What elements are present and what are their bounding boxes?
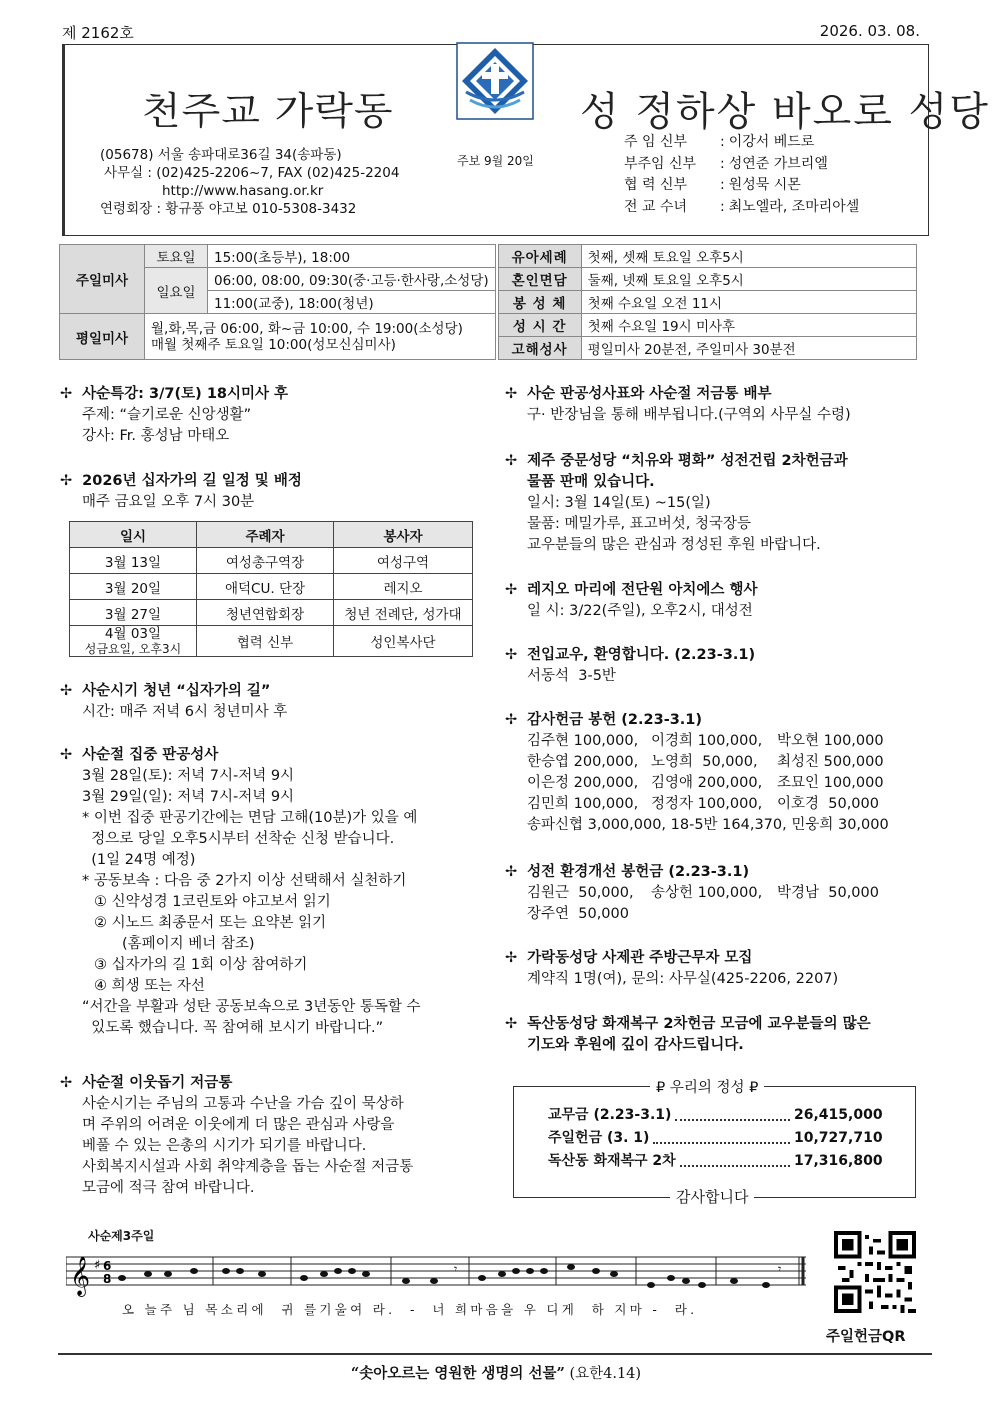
article-line: 매주 금요일 오후 7시 30분 — [82, 494, 255, 510]
article-line: 모금에 적극 참여 바랍니다. — [82, 1180, 255, 1196]
weekday-mass-label: 평일미사 — [60, 314, 145, 360]
music-lyrics: 오 늘주 님 목소리에 귀 를기울여 라. - 너 희마음을 우 디게 하 지마 - 라. — [122, 1302, 698, 1317]
article-line: 시간: 매주 저녁 6시 청년미사 후 — [82, 704, 288, 720]
cross-icon: ✢ — [60, 1075, 73, 1091]
way-of-cross-table — [69, 521, 473, 657]
column-header: 봉사자 — [334, 522, 473, 548]
article-note: * 이번 집중 판공기간에는 면담 고해(10분)가 있을 예 — [82, 810, 418, 826]
article-note: (1일 24명 예정) — [82, 852, 196, 868]
schedule-label: 유아세례 — [498, 245, 581, 268]
article-title: 가락동성당 사제관 주방근무자 모집 — [527, 950, 753, 966]
article-note: * 공동보속 : 다음 중 2가지 이상 선택해서 실천하기 — [82, 873, 407, 889]
donor: 이은정 200,000, — [527, 775, 639, 791]
article-title: 레지오 마리에 전단원 아치에스 행사 — [527, 582, 758, 598]
cross-icon: ✢ — [505, 582, 518, 598]
address: (05678) 서울 송파대로36길 34(송파동) — [100, 147, 342, 163]
svg-text:𝄾: 𝄾 — [454, 1262, 458, 1276]
article-thanks-offering — [505, 710, 897, 836]
table-cell: 여성총구역장 — [197, 548, 334, 574]
donor-line: 송파신협 3,000,000, 18-5반 164,370, 민웅희 30,000 — [527, 817, 889, 833]
svg-text:8: 8 — [103, 1272, 112, 1286]
issue-date: 2026. 03. 08. — [819, 22, 920, 40]
donor: 김영애 200,000, — [651, 775, 763, 791]
table-cell: 협력 신부 — [197, 626, 334, 657]
motto — [0, 1362, 992, 1383]
article-line: 사순시기는 주님의 고통과 수난을 가슴 깊이 묵상하 — [82, 1096, 404, 1112]
donor: 정정자 100,000, — [651, 796, 763, 812]
music-title: 사순제3주일 — [88, 1229, 155, 1243]
schedule-value: 첫째 수요일 오전 11시 — [581, 291, 916, 314]
article-environment-fund — [505, 862, 897, 925]
article-note: 정으로 당일 오후5시부터 선착순 신청 받습니다. — [82, 831, 395, 847]
table-cell: 애덕CU. 단장 — [197, 574, 334, 600]
schedule-label: 성 시 간 — [498, 314, 581, 337]
clergy-role: 전 교 수녀 — [624, 198, 687, 215]
donor: 박경남 50,000 — [777, 885, 879, 901]
article-line: 사회복지시설과 사회 취약계층을 돕는 사순절 저금통 — [82, 1159, 414, 1175]
offering-rows — [548, 1104, 883, 1173]
donor: 한승엽 200,000, — [527, 754, 639, 770]
table-cell: 레지오 — [334, 574, 473, 600]
cross-icon: ✢ — [60, 683, 73, 699]
article-lent-charity — [60, 1073, 413, 1199]
article-line: 3월 29일(일): 저녁 7시-저녁 9시 — [82, 789, 295, 805]
footer-divider — [58, 1353, 932, 1355]
article-title: 제주 중문성당 “치유와 평화” 성전건립 2차헌금과 — [527, 453, 848, 469]
donor: 김주현 100,000, — [527, 733, 639, 749]
article-title: 사순 판공성사표와 사순절 저금통 배부 — [527, 386, 772, 402]
sunday-label: 일요일 — [145, 268, 208, 314]
clergy-name: 최노엘라, 조마리아셀 — [728, 198, 860, 215]
article-line: 계약직 1명(여), 문의: 사무실(425-2206, 2207) — [527, 971, 839, 987]
offering-label: 주일헌금 (3. 1) — [548, 1130, 650, 1146]
cross-icon: ✢ — [60, 747, 73, 763]
weekday-times-1: 월,화,목,금 06:00, 화~금 10:00, 수 19:00(소성당) — [151, 320, 463, 337]
saturday-label: 토요일 — [145, 245, 208, 268]
parish-logo-icon — [456, 42, 534, 120]
sunday-times-1: 06:00, 08:00, 09:30(중·고등·한사랑,소성당) — [208, 268, 496, 291]
table-cell: 여성구역 — [334, 548, 473, 574]
article-line: 강사: Fr. 홍성남 마태오 — [82, 428, 230, 444]
article-line: 일시: 3월 14일(토) ~15(일) — [527, 495, 711, 511]
svg-text:𝄞: 𝄞 — [70, 1256, 91, 1296]
schedule-value: 둘째, 넷째 토요일 오후5시 — [581, 268, 916, 291]
article-way-of-cross — [60, 471, 302, 513]
donor: 이호경 50,000 — [777, 796, 879, 812]
article-lent-lecture — [60, 384, 288, 447]
table-cell: 3월 20일 — [70, 574, 197, 600]
clergy-row: 전 교 수녀 : 최노엘라, 조마리아셀 — [624, 197, 859, 219]
clergy-name: 이강서 베드로 — [728, 134, 815, 150]
donor-list — [527, 731, 897, 815]
parish-name-right: 성 정하상 바오로 성당 — [580, 89, 990, 135]
clergy-list — [624, 132, 859, 218]
cross-icon: ✢ — [505, 647, 518, 663]
weekday-times-2: 매월 첫째주 토요일 10:00(성모신심미사) — [151, 336, 396, 353]
table-row — [70, 548, 473, 574]
donor-list — [527, 883, 897, 904]
donor-line: 장주연 50,000 — [527, 906, 629, 922]
donor: 박오현 100,000 — [777, 733, 884, 749]
article-jeju-church — [505, 451, 848, 556]
article-youth-way-of-cross — [60, 681, 287, 723]
article-quote: 있도록 했습니다. 꼭 참여해 보시기 바랍니다.” — [82, 1020, 384, 1036]
offering-row — [548, 1104, 883, 1127]
donor: 조묘인 100,000 — [777, 775, 884, 791]
article-item: ④ 희생 또는 자선 — [94, 978, 205, 994]
column-header: 주례자 — [197, 522, 334, 548]
sunday-times-2: 11:00(교중), 18:00(청년) — [208, 291, 496, 314]
donor: 김민희 100,000, — [527, 796, 639, 812]
table-cell: 청년연합회장 — [197, 600, 334, 626]
cross-icon: ✢ — [505, 712, 518, 728]
article-title-cont: 물품 판매 있습니다. — [527, 474, 655, 490]
article-line: 3월 28일(토): 저녁 7시-저녁 9시 — [82, 768, 295, 784]
article-title: 전입교우, 환영합니다. (2.23-3.1) — [527, 647, 756, 663]
article-title: 사순시기 청년 “십자가의 길” — [82, 683, 271, 699]
table-row — [70, 574, 473, 600]
schedule-label: 봉 성 체 — [498, 291, 581, 314]
offering-amount: 26,415,000 — [794, 1107, 883, 1123]
offering-title: ₽ 우리의 정성 ₽ — [650, 1076, 764, 1097]
table-row — [70, 600, 473, 626]
offering-amount: 10,727,710 — [794, 1130, 883, 1146]
office-phone: 사무실 : (02)425-2206~7, FAX (02)425-2204 — [104, 165, 400, 181]
svg-text:♯: ♯ — [94, 1258, 101, 1273]
donor: 노영희 50,000, — [651, 754, 758, 770]
article-line: 일 시: 3/22(주일), 오후2시, 대성전 — [527, 603, 753, 619]
svg-text:6: 6 — [103, 1259, 112, 1273]
clergy-row: 부주임 신부 : 성연준 가브리엘 — [624, 154, 859, 176]
article-title: 독산동성당 화재복구 2차헌금 모금에 교우분들의 많은 — [527, 1016, 871, 1032]
website-link[interactable]: http://www.hasang.or.kr — [162, 183, 324, 199]
schedule-label: 고해성사 — [498, 337, 581, 360]
article-title: 2026년 십자가의 길 일정 및 배정 — [82, 473, 302, 489]
schedule-value: 첫째, 셋째 토요일 오후5시 — [581, 245, 916, 268]
mass-schedule-table — [59, 244, 917, 360]
article-line: 서동석 3-5반 — [527, 668, 616, 684]
article-line: 베풀 수 있는 은총의 시기가 되기를 바랍니다. — [82, 1138, 367, 1154]
article-title-cont: 기도와 후원에 깊이 감사드립니다. — [527, 1037, 744, 1053]
donor: 송상헌 100,000, — [651, 885, 763, 901]
article-title: 성전 환경개선 봉헌금 (2.23-3.1) — [527, 864, 750, 880]
svg-text:𝄾: 𝄾 — [778, 1262, 782, 1276]
offering-label: 교무금 (2.23-3.1) — [548, 1107, 672, 1123]
clergy-row: 협 력 신부 : 원성묵 시몬 — [624, 175, 859, 197]
article-line: 며 주위의 어려운 이웃에게 더 많은 관심과 사랑을 — [82, 1117, 395, 1133]
article-item: ③ 십자가의 길 1회 이상 참여하기 — [94, 957, 308, 973]
article-doksan-thanks — [505, 1014, 871, 1056]
thanks-text: 감사합니다 — [670, 1186, 754, 1207]
article-welcome — [505, 645, 755, 687]
schedule-label: 혼인면담 — [498, 268, 581, 291]
clergy-name: 성연준 가브리엘 — [728, 155, 828, 172]
donor: 최성진 500,000 — [777, 754, 884, 770]
article-confession — [60, 745, 421, 1039]
cross-icon: ✢ — [505, 950, 518, 966]
clergy-role: 부주임 신부 — [624, 155, 697, 172]
cross-icon: ✢ — [60, 473, 73, 489]
cross-icon: ✢ — [505, 453, 518, 469]
offering-row — [548, 1127, 883, 1150]
article-line: 교우분들의 많은 관심과 정성된 후원 바랍니다. — [527, 537, 821, 553]
article-title: 감사헌금 봉헌 (2.23-3.1) — [527, 712, 703, 728]
cross-icon: ✢ — [505, 864, 518, 880]
column-header: 일시 — [70, 522, 197, 548]
qr-label: 주일헌금QR — [826, 1329, 906, 1345]
clergy-role: 협 력 신부 — [624, 177, 687, 193]
parish-name-left: 천주교 가락동 — [142, 89, 394, 134]
clergy-row: 주 임 신부 : 이강서 베드로 — [624, 132, 859, 154]
offering-amount: 17,316,800 — [794, 1153, 883, 1169]
table-cell: 3월 13일 — [70, 548, 197, 574]
article-title: 사순절 이웃돕기 저금통 — [82, 1075, 233, 1091]
cross-icon: ✢ — [505, 386, 518, 402]
table-row — [70, 626, 473, 657]
article-line: 물품: 메밀가루, 표고버섯, 청국장등 — [527, 516, 752, 532]
article-title: 사순특강: 3/7(토) 18시미사 후 — [82, 386, 289, 402]
article-legio-acies — [505, 580, 757, 622]
article-job-posting — [505, 948, 838, 990]
sunday-mass-label: 주일미사 — [60, 245, 145, 314]
cross-icon: ✢ — [505, 1016, 518, 1032]
table-cell-note: 성금요일, 오후3시 — [84, 641, 182, 656]
article-item: ① 신약성경 1코린토와 야고보서 읽기 — [94, 894, 331, 910]
table-cell-date: 4월 03일 — [104, 625, 162, 642]
cross-icon: ✢ — [60, 386, 73, 402]
table-cell: 청년 전례단, 성가대 — [334, 600, 473, 626]
table-cell — [70, 626, 197, 657]
issue-number: 제 2162호 — [62, 24, 134, 42]
offering-label: 독산동 화재복구 2차 — [548, 1153, 676, 1169]
article-item: (홈페이지 베너 참조) — [122, 936, 255, 952]
clergy-role: 주 임 신부 — [624, 134, 687, 150]
article-item: ② 시노드 최종문서 또는 요약본 읽기 — [94, 915, 327, 931]
bulletin-week: 주보 9월 20일 — [457, 154, 534, 168]
schedule-value: 첫째 수요일 19시 미사후 — [581, 314, 916, 337]
qr-code-icon[interactable] — [834, 1231, 916, 1313]
article-line: 주제: “슬기로운 신앙생활” — [82, 407, 252, 423]
motto-ref: (요한4.14) — [569, 1366, 642, 1382]
donor: 이경희 100,000, — [651, 733, 763, 749]
saturday-times: 15:00(초등부), 18:00 — [208, 245, 496, 268]
table-cell: 3월 27일 — [70, 600, 197, 626]
schedule-value: 평일미사 20분전, 주일미사 30분전 — [581, 337, 916, 360]
weekday-times — [145, 314, 496, 360]
table-cell: 성인복사단 — [334, 626, 473, 657]
article-title: 사순절 집중 판공성사 — [82, 747, 219, 763]
article-line: 구· 반장님을 통해 배부됩니다.(구역외 사무실 수령) — [527, 407, 851, 423]
funeral-council: 연령회장 : 황규풍 야고보 010-5308-3432 — [100, 201, 357, 217]
article-quote: “서간을 부활과 성탄 공동보속으로 3년동안 통독할 수 — [82, 999, 421, 1015]
motto-text: “솟아오르는 영원한 생명의 선물” — [350, 1365, 565, 1382]
parish-contact — [100, 146, 399, 218]
article-confession-card — [505, 384, 851, 426]
offering-row — [548, 1150, 883, 1173]
donor: 김원근 50,000, — [527, 885, 634, 901]
music-staff — [66, 1247, 806, 1297]
clergy-name: 원성묵 시몬 — [728, 177, 801, 193]
